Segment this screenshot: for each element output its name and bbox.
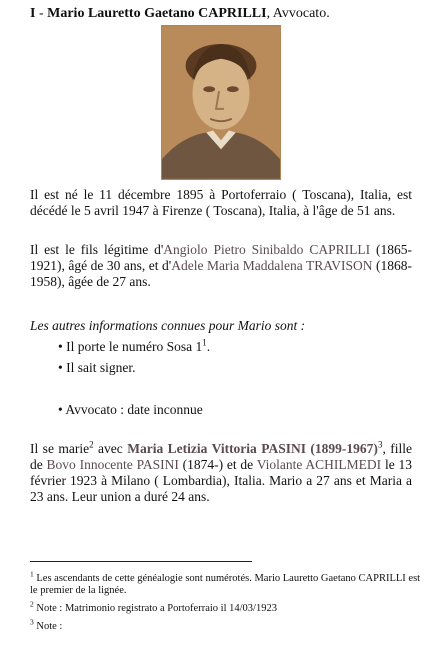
- footnote-number: 2: [30, 599, 34, 609]
- sosa-text: Il porte le numéro Sosa 1: [66, 339, 203, 354]
- footnote-3: [30, 617, 430, 633]
- footnote-divider: [30, 561, 252, 562]
- bullet-icon: •: [58, 360, 63, 375]
- marriage-daughter-of: , fille de: [30, 441, 412, 472]
- marriage-and: (1874-) et de: [178, 457, 257, 472]
- footnote-text: Les ascendants de cette généalogie sont numérotés. Mario Lauretto Gaetano CAPRILLI est le premier de la lignée.: [30, 573, 421, 596]
- marriage-intro: Il se marie: [30, 441, 90, 456]
- portrait-photo: [161, 25, 281, 180]
- bullet-icon: •: [58, 339, 63, 354]
- title-dash: -: [35, 6, 48, 21]
- other-info-heading: Les autres informations connues pour Mario sont :: [30, 318, 306, 333]
- footnote-ref-2[interactable]: 2: [89, 439, 94, 450]
- spouse-father-link[interactable]: Bovo Innocente PASINI: [46, 457, 179, 472]
- father-link[interactable]: Angiolo Pietro Sinibaldo CAPRILLI: [163, 242, 371, 257]
- title-profession: , Avvocato.: [266, 6, 330, 21]
- footnote-text: Note :: [33, 621, 63, 632]
- mother-link[interactable]: Adele Maria Maddalena TRAVISON: [171, 258, 373, 273]
- title-numeral: I: [30, 6, 36, 21]
- footnote-ref-1[interactable]: 1: [202, 337, 207, 348]
- footnote-1: [30, 569, 430, 597]
- footnote-number: 3: [30, 617, 34, 627]
- marriage-details: le 13 février 1923 à Milano ( Lombardia), Italia. Mario a 27 ans et Maria a 23 ans. Leur union a duré 24 ans.: [30, 457, 412, 504]
- mother-dates: (1868-1958), âgée de 27 ans.: [30, 258, 412, 289]
- sosa-end: .: [206, 339, 211, 354]
- parents-paragraph: [30, 242, 412, 290]
- footnote-ref-3[interactable]: 3: [377, 439, 383, 450]
- marriage-with: avec: [93, 441, 128, 456]
- footnote-text: Note : Matrimonio registrato a Portoferraio il 14/03/1923: [33, 603, 277, 614]
- footnote-2: [30, 599, 430, 615]
- father-dates: (1865-1921), âgé de 30 ans, et d': [30, 242, 412, 273]
- birth-death-paragraph: Il est né le 11 décembre 1895 à Portoferraio ( Toscana), Italia, est décédé le 5 avril 1947 à Firenze ( Toscana), Italia, à l'âge de 51 ans.: [30, 187, 412, 218]
- portrait-photo-icon: [162, 26, 280, 179]
- list-item-sign: [58, 360, 135, 376]
- parents-intro: Il est le fils légitime d': [30, 242, 164, 257]
- spouse-link[interactable]: Maria Letizia Vittoria PASINI (1899-1967): [127, 441, 378, 456]
- list-item-job: [58, 402, 203, 418]
- spouse-mother-link[interactable]: Violante ACHILMEDI: [256, 457, 382, 472]
- marriage-paragraph: [30, 441, 412, 505]
- list-item-sosa: [58, 339, 210, 355]
- bullet-icon: •: [58, 402, 63, 417]
- footnote-number: 1: [30, 569, 34, 579]
- sign-text: Il sait signer.: [66, 360, 136, 375]
- job-text: Avvocato : date inconnue: [65, 402, 203, 417]
- person-name: Mario Lauretto Gaetano CAPRILLI: [47, 6, 267, 21]
- person-title: [30, 6, 330, 22]
